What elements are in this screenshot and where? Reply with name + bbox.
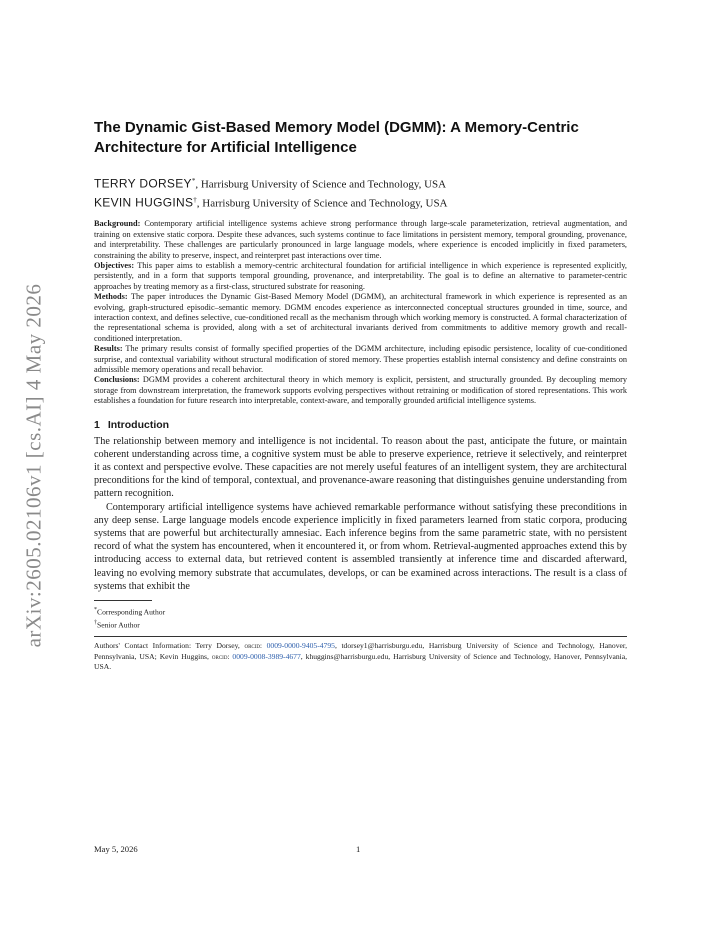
orcid-label: orcid: <box>244 642 262 651</box>
abstract <box>94 219 627 406</box>
paper-title: The Dynamic Gist-Based Memory Model (DGMM): A Memory-Centric Architecture for Artificial Intelligence <box>94 119 579 156</box>
orcid-label: orcid: <box>211 652 230 661</box>
abstract-label: Methods: <box>94 292 128 302</box>
author-line <box>94 174 627 193</box>
abstract-text: Contemporary artificial intelligence systems achieve strong performance through large-scale parameterization, retrieval augmentation, and training on extensive static corpora. Despite these advances, such systems continue to face limitations in persistent memory, temporal grounding, provenance, and interpretability. These challenges are particularly pronounced in large language models, where experience is encoded implicitly in fixed parameters, constraining the ability to preserve, inspect, and reinterpret past interactions over time. <box>94 219 627 260</box>
footnote-divider <box>94 600 152 601</box>
contact-text: Authors' Contact Information: Terry Dorsey, <box>94 641 245 651</box>
abstract-objectives <box>94 261 627 292</box>
footnote-text: Corresponding Author <box>97 607 166 617</box>
author-line <box>94 193 627 212</box>
abstract-label: Objectives: <box>94 260 135 270</box>
arxiv-identifier-text: arXiv:2605.02106v1 [cs.AI] 4 May 2026 <box>21 283 46 647</box>
footnote <box>94 605 627 618</box>
abstract-text: The primary results consist of formally specified properties of the DGMM architecture, including episodic persistence, locality of cue-conditioned surprise, and contextual variability without structural modification of stored memory. These properties establish internal consistency and define constraints on admissible memory operations and recall behavior. <box>94 344 627 374</box>
author-mark: † <box>193 195 197 204</box>
author-affiliation: , Harrisburg University of Science and Technology, USA <box>196 197 448 210</box>
section-title: Introduction <box>107 418 170 431</box>
footnote-text: Senior Author <box>97 620 140 630</box>
orcid-link[interactable]: 0009-0008-3989-4677 <box>232 651 301 661</box>
footnote-mark: * <box>94 607 97 614</box>
author-mark: * <box>191 177 196 185</box>
contact-text: , tdorsey1@harrisburgu.edu, Harrisburg University of Science and Technology, Hanover, Pennsylvania, USA; Kevin Huggins, <box>94 641 627 661</box>
orcid-link[interactable]: 0009-0000-9405-4795 <box>266 641 335 651</box>
page-number: 1 <box>356 844 361 854</box>
abstract-conclusions <box>94 375 627 406</box>
contact-divider <box>94 636 627 637</box>
author-affiliation: , Harrisburg University of Science and Technology, USA <box>195 178 447 191</box>
abstract-label: Background: <box>94 219 141 229</box>
author-contact-info <box>94 641 627 673</box>
contact-text: , khuggins@harrisburgu.edu, Harrisburg University of Science and Technology, Hanover, Pennsylvania, USA. <box>94 651 628 672</box>
page-footer <box>94 844 627 858</box>
author-name: TERRY DORSEY <box>94 176 192 191</box>
footnote <box>94 618 627 631</box>
section-heading <box>94 419 627 431</box>
abstract-methods <box>94 292 627 344</box>
author-list <box>94 174 627 211</box>
abstract-results <box>94 344 627 375</box>
arxiv-identifier-stamp <box>14 240 54 690</box>
section-number: 1 <box>94 418 100 431</box>
paper-page <box>94 118 627 673</box>
abstract-label: Conclusions: <box>94 375 140 385</box>
abstract-text: This paper aims to establish a memory-centric architectural foundation for artificial intelligence in which experience is represented explicitly, persistently, and in a form that supports temporal grounding, provenance, and interpretability. The goal is to define an alternative to parameter-centric approaches by treating memory as a first-class, structured substrate for reasoning. <box>94 260 627 291</box>
footer-date: May 5, 2026 <box>94 844 138 854</box>
body-paragraph: Contemporary artificial intelligence systems have achieved remarkable performance without satisfying these preconditions in any deep sense. Large language models encode experience implicitly in fixed parameters learned from static corpora, producing systems that are powerful but architecturally amnesiac. Each inference begins from the same parametric state, with no persistent record of what the system has encountered, when it encountered it, or from whom. Retrieval-augmented approaches extend this by introducing access to external data, but retrieved content is assembled transiently at inference time and discarded afterward, leaving no evolving memory substrate that accumulates, develops, or can be examined across interactions. The result is a class of systems that exhibit the <box>94 501 627 592</box>
abstract-label: Results: <box>94 344 123 354</box>
abstract-background <box>94 219 627 261</box>
footnote-mark: † <box>94 619 97 626</box>
abstract-text: DGMM provides a coherent architectural theory in which memory is explicit, persistent, and structurally grounded. By decoupling memory storage from downstream interpretation, the framework supports evolving perspectives without retraining or modification of stored representations. This work establishes a foundation for future research into interpretable, context-aware, and temporally grounded artificial intelligence systems. <box>94 375 627 406</box>
body-paragraph: The relationship between memory and intelligence is not incidental. To reason about the past, anticipate the future, or maintain coherent understanding across time, a cognitive system must be able to preserve experience, retrieve it selectively, and reinterpret it as context and perspective evolve. These capacities are not merely useful features of an intelligent system, they are architectural preconditions for the kind of temporal, contextual, and provenance-aware reasoning that distinguishes genuine understanding from pattern recognition. <box>94 435 627 500</box>
introduction-body <box>94 435 627 593</box>
abstract-text: The paper introduces the Dynamic Gist-Based Memory Model (DGMM), an architectural framework in which experience is represented as an evolving, graph-structured episodic–semantic memory. DGMM encodes experience as interconnected conceptual structures grounded in time, source, and interaction context, and defines selective, cue-conditioned recall as the mechanism through which working memory is constructed. A formal characterization of the representational schema is provided, along with a set of architectural invariants derived from commitments to additive memory growth and recall-conditioned interpretation. <box>94 292 627 343</box>
author-name: KEVIN HUGGINS <box>94 195 194 210</box>
